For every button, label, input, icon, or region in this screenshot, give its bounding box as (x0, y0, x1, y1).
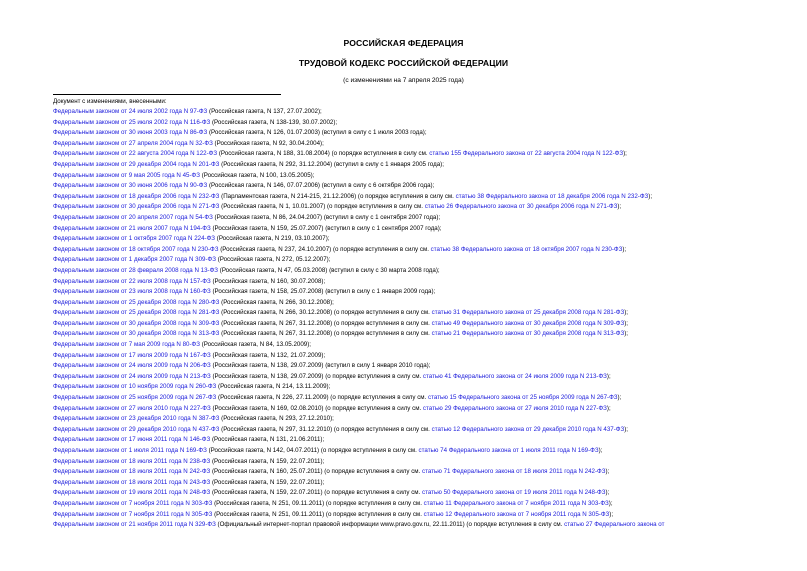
amendment-publication-info: (Российская газета, N 266, 30.12.2008) (о порядке вступления в силу см. (219, 309, 432, 317)
amendment-effective-article-link[interactable]: статью 41 Федерального закона от 24 июля 2009 года N 213-ФЗ (422, 372, 607, 380)
amendment-law-link[interactable]: Федеральным законом от 19 июля 2011 года N 248-ФЗ (53, 489, 211, 497)
amendment-law-link[interactable]: Федеральным законом от 7 ноября 2011 года N 305-ФЗ (53, 510, 213, 518)
amendment-closing-punctuation: ); (623, 150, 627, 158)
amendment-publication-info: (Российская газета, N 293, 27.12.2010); (219, 415, 334, 423)
amendment-publication-info: (Российская газета, N 137, 27.07.2002); (207, 108, 322, 115)
amendment-publication-info: (Российская газета, N 86, 24.04.2007) (вступил в силу с 1 сентября 2007 года); (212, 213, 441, 221)
amendment-item (53, 520, 803, 531)
amendment-item (53, 149, 803, 160)
amendment-item (53, 329, 803, 340)
amendment-publication-info: (Российская газета, N 159, 22.07.2011); (210, 457, 325, 465)
amendment-publication-info: (Официальный интернет-портал правовой информации www.pravo.gov.ru, 22.11.2011) (о порядке вступления в силу см. (215, 521, 565, 529)
amendment-law-link[interactable]: Федеральным законом от 1 октября 2007 года N 224-ФЗ (53, 235, 216, 243)
amendment-publication-info: (Российская газета, N 251, 09.11.2011) (о порядке вступления в силу см. (212, 499, 424, 507)
amendment-item (53, 510, 803, 521)
amendment-item (53, 457, 803, 468)
amendment-item (53, 478, 803, 489)
amendment-item (53, 393, 803, 404)
amendment-effective-article-link[interactable]: статью 71 Федерального закона от 18 июля 2011 года N 242-ФЗ (421, 468, 606, 476)
amendment-law-link[interactable]: Федеральным законом от 1 декабря 2007 года N 309-ФЗ (53, 256, 216, 264)
amendment-item (53, 245, 803, 256)
amendment-law-link[interactable]: Федеральным законом от 23 июля 2008 года N 160-ФЗ (53, 288, 211, 296)
document-title: ТРУДОВОЙ КОДЕКС РОССИЙСКОЙ ФЕДЕРАЦИИ (298, 58, 509, 68)
amendment-item (53, 234, 803, 245)
amendment-law-link[interactable]: Федеральным законом от 24 июля 2002 года N 97-ФЗ (53, 108, 208, 115)
amendment-law-link[interactable]: Федеральным законом от 17 июля 2009 года N 167-ФЗ (53, 351, 211, 359)
amendment-law-link[interactable]: Федеральным законом от 27 июля 2010 года N 227-ФЗ (53, 404, 211, 412)
amendment-publication-info: (Российская газета, N 1, 10.01.2007) (о порядке вступления в силу см. (219, 203, 425, 211)
amendment-law-link[interactable]: Федеральным законом от 7 ноября 2011 года N 303-ФЗ (53, 499, 213, 507)
amendment-item (53, 192, 803, 203)
amendment-item (53, 361, 803, 372)
amendment-effective-article-link[interactable]: статью 38 Федерального закона от 18 октября 2007 года N 230-ФЗ (430, 245, 623, 253)
amendment-law-link[interactable]: Федеральным законом от 18 декабря 2006 года N 232-ФЗ (53, 192, 220, 200)
amendment-effective-article-link[interactable]: статью 49 Федерального закона от 30 декабря 2008 года N 309-ФЗ (431, 319, 625, 327)
amendment-closing-punctuation: ); (624, 319, 629, 327)
amendment-closing-punctuation: ); (624, 330, 629, 338)
amendment-publication-info: (Российская газета, N 159, 22.07.2011); (210, 478, 325, 486)
amendment-law-link[interactable]: Федеральным законом от 30 декабря 2008 года N 313-ФЗ (53, 330, 220, 338)
document-country-heading: РОССИЙСКАЯ ФЕДЕРАЦИЯ (343, 38, 464, 48)
amendment-publication-info: (Российская газета, N 146, 07.07.2006) (вступил в силу с 6 октября 2006 года); (207, 182, 435, 190)
amendment-closing-punctuation: ); (617, 394, 622, 402)
amendment-law-link[interactable]: Федеральным законом от 29 декабря 2010 года N 437-ФЗ (53, 425, 220, 433)
amendment-law-link[interactable]: Федеральным законом от 18 июля 2011 года N 238-ФЗ (53, 457, 211, 465)
amendment-closing-punctuation: ); (608, 499, 613, 507)
amendment-law-link[interactable]: Федеральным законом от 25 декабря 2008 года N 280-ФЗ (53, 298, 220, 306)
amendment-law-link[interactable]: Федеральным законом от 10 ноября 2009 года N 260-ФЗ (53, 383, 217, 391)
amendment-publication-info: (Российская газета, N 47, 05.03.2008) (вступил в силу с 30 марта 2008 года); (218, 266, 440, 274)
amendment-item (53, 139, 803, 150)
amendment-item (53, 382, 803, 393)
amendment-law-link[interactable]: Федеральным законом от 17 июня 2011 года N 146-ФЗ (53, 436, 211, 444)
amendment-closing-punctuation: ); (605, 489, 610, 497)
amendment-publication-info: (Российская газета, N 160, 25.07.2011) (о порядке вступления в силу см. (210, 468, 422, 476)
amendments-list (53, 107, 803, 531)
amendment-item (53, 308, 803, 319)
amendment-effective-article-link[interactable]: статью 26 Федерального закона от 30 декабря 2006 года N 271-ФЗ (424, 203, 618, 211)
amendment-closing-punctuation: ); (598, 447, 603, 454)
amendment-effective-article-link[interactable]: статью 155 Федерального закона от 22 августа 2004 года N 122-ФЗ (429, 150, 624, 158)
amendment-item (53, 171, 803, 182)
amendment-publication-info: (Российская газета, N 251, 09.11.2011) (о порядке вступления в силу см. (212, 510, 424, 518)
amendment-publication-info: (Российская газета, N 126, 01.07.2003) (вступил в силу с 1 июля 2003 года); (207, 129, 427, 137)
amendment-law-link[interactable]: Федеральным законом от 27 апреля 2004 года N 32-ФЗ (53, 139, 213, 147)
amendment-publication-info: (Российская газета, N 297, 31.12.2010) (о порядке вступления в силу см. (219, 425, 432, 433)
amendment-publication-info: (Российская газета, N 159, 25.07.2007) (вступил в силу с 1 сентября 2007 года); (210, 224, 442, 232)
amendment-law-link[interactable]: Федеральным законом от 25 июля 2002 года N 116-ФЗ (53, 118, 211, 126)
amendment-law-link[interactable]: Федеральным законом от 30 декабря 2006 года N 271-ФЗ (53, 203, 220, 211)
amendment-law-link[interactable]: Федеральным законом от 23 декабря 2010 года N 387-ФЗ (53, 415, 220, 423)
amendment-effective-article-link[interactable]: статью 50 Федерального закона от 19 июля 2011 года N 248-ФЗ (421, 489, 606, 497)
amendment-law-link[interactable]: Федеральным законом от 25 декабря 2008 года N 281-ФЗ (53, 309, 220, 317)
amendment-law-link[interactable]: Федеральным законом от 18 июля 2011 года N 242-ФЗ (53, 468, 211, 476)
amendment-closing-punctuation: ); (605, 468, 610, 476)
amendment-closing-punctuation: ); (624, 425, 629, 433)
amendment-publication-info: (Российская газета, N 267, 31.12.2008) (о порядке вступления в силу см. (219, 330, 432, 338)
amendment-law-link[interactable]: Федеральным законом от 30 декабря 2008 года N 309-ФЗ (53, 319, 220, 327)
amendment-publication-info: (Парламентская газета, N 214-215, 21.12.2006) (о порядке вступления в силу см. (219, 192, 456, 200)
amendment-law-link[interactable]: Федеральным законом от 28 февраля 2008 года N 13-ФЗ (53, 266, 219, 274)
amendment-item (53, 425, 803, 436)
amendment-item (53, 213, 803, 224)
amendment-publication-info: (Российская газета, N 138, 29.07.2009) (вступил в силу 1 января 2010 года); (210, 362, 431, 370)
amendment-item (53, 118, 803, 129)
amendment-effective-article-link[interactable]: статью 15 Федерального закона от 25 ноября 2009 года N 267-ФЗ (428, 394, 618, 402)
amendment-publication-info: (Российская газета, N 138, 29.07.2009) (о порядке вступления в силу см. (210, 372, 423, 380)
amendment-publication-info: (Российская газета, N 142, 04.07.2011) (о порядке вступления в силу см. (206, 447, 419, 454)
amendment-item (53, 351, 803, 362)
amendment-effective-article-link[interactable]: статью 27 Федерального закона от (564, 521, 665, 529)
amendment-publication-info: (Российская газета, N 132, 21.07.2009); (210, 351, 326, 359)
amendment-item (53, 414, 803, 425)
amendment-publication-info: (Российская газета, N 84, 13.05.2009); (199, 341, 312, 349)
amendment-publication-info: (Российская газета, N 100, 13.05.2005); (199, 171, 315, 179)
amendment-law-link[interactable]: Федеральным законом от 18 октября 2007 года N 230-ФЗ (53, 245, 219, 253)
amendment-law-link[interactable]: Федеральным законом от 9 мая 2005 года N 45-ФЗ (53, 171, 200, 179)
amendment-item (53, 287, 803, 298)
amendment-item (53, 446, 803, 457)
amendment-closing-punctuation: ); (609, 510, 614, 518)
amendment-item (53, 255, 803, 266)
amendment-item (53, 404, 803, 415)
amendment-item (53, 319, 803, 330)
amendment-law-link[interactable]: Федеральным законом от 22 августа 2004 года N 122-ФЗ (53, 150, 218, 158)
amendment-effective-article-link[interactable]: статью 12 Федерального закона от 29 декабря 2010 года N 437-ФЗ (431, 425, 625, 433)
amendment-closing-punctuation: ); (606, 372, 611, 380)
amendment-law-link[interactable]: Федеральным законом от 29 декабря 2004 года N 201-ФЗ (53, 160, 220, 168)
amendment-publication-info: (Российская газета, N 138-139, 30.07.2002); (210, 118, 338, 126)
amendment-law-link[interactable]: Федеральным законом от 24 июля 2009 года N 206-ФЗ (53, 362, 211, 370)
header-divider (53, 94, 281, 95)
amendment-publication-info: (Российская газета, N 226, 27.11.2009) (о порядке вступления в силу см. (216, 394, 428, 402)
amendment-item (53, 467, 803, 478)
amendment-closing-punctuation: ); (648, 192, 653, 200)
amendment-effective-article-link[interactable]: статью 29 Федерального закона от 27 июля 2010 года N 227-ФЗ (422, 404, 607, 412)
amendment-effective-article-link[interactable]: статью 74 Федерального закона от 1 июля 2011 года N 169-ФЗ (418, 447, 599, 454)
amendment-law-link[interactable]: Федеральным законом от 21 июля 2007 года N 194-ФЗ (53, 224, 211, 232)
amendment-publication-info: (Российская газета, N 131, 21.06.2011); (210, 436, 325, 444)
amendment-item (53, 435, 803, 446)
amendment-item (53, 499, 803, 510)
amendment-item (53, 160, 803, 171)
amendment-law-link[interactable]: Федеральным законом от 1 июля 2011 года N 169-ФЗ (53, 447, 207, 454)
amendment-law-link[interactable]: Федеральным законом от 21 ноября 2011 года N 329-ФЗ (53, 521, 216, 529)
amendment-closing-punctuation: ); (617, 203, 622, 211)
amendment-item (53, 181, 803, 192)
amendment-effective-article-link[interactable]: статью 11 Федерального закона от 7 ноября 2011 года N 303-ФЗ (423, 499, 609, 507)
amendment-item (53, 128, 803, 139)
amendment-publication-info: (Российская газета, N 237, 24.10.2007) (о порядке вступления в силу см. (218, 245, 431, 253)
amendment-law-link[interactable]: Федеральным законом от 24 июля 2009 года N 213-ФЗ (53, 372, 211, 380)
amendment-publication-info: (Российская газета, N 267, 31.12.2008) (о порядке вступления в силу см. (219, 319, 432, 327)
amendment-law-link[interactable]: Федеральным законом от 22 июля 2008 года N 157-ФЗ (53, 277, 211, 285)
amendment-publication-info: (Российская газета, N 214, 13.11.2009); (216, 383, 331, 391)
amendment-item (53, 298, 803, 309)
amendment-publication-info: (Российская газета, N 188, 31.08.2004) (о порядке вступления в силу см. (217, 150, 430, 158)
amendment-law-link[interactable]: Федеральным законом от 30 июня 2006 года N 90-ФЗ (53, 182, 208, 190)
amendments-intro: Документ с изменениями, внесенными: (53, 98, 167, 105)
amendment-item (53, 372, 803, 383)
amendment-item (53, 202, 803, 213)
amendment-item (53, 488, 803, 499)
amendment-law-link[interactable]: Федеральным законом от 30 июня 2003 года N 86-ФЗ (53, 129, 208, 137)
amendment-item (53, 107, 803, 118)
amendment-effective-article-link[interactable]: статью 12 Федерального закона от 7 ноября 2011 года N 305-ФЗ (423, 510, 610, 518)
amendment-effective-article-link[interactable]: статью 31 Федерального закона от 25 декабря 2008 года N 281-ФЗ (431, 309, 625, 317)
amendment-effective-article-link[interactable]: статью 38 Федерального закона от 18 декабря 2006 года N 232-ФЗ (455, 192, 649, 200)
amendment-law-link[interactable]: Федеральным законом от 7 мая 2009 года N 80-ФЗ (53, 341, 200, 349)
amendment-item (53, 266, 803, 277)
amendment-law-link[interactable]: Федеральным законом от 20 апреля 2007 года N 54-ФЗ (53, 213, 213, 221)
amendment-publication-info: (Российская газета, N 292, 31.12.2004) (вступил в силу с 1 января 2005 года); (219, 160, 444, 168)
amendment-law-link[interactable]: Федеральным законом от 18 июля 2011 года N 243-ФЗ (53, 478, 211, 486)
amendment-closing-punctuation: ); (624, 309, 629, 317)
amendment-law-link[interactable]: Федеральным законом от 25 ноября 2009 года N 267-ФЗ (53, 394, 217, 402)
amendment-publication-info: (Российская газета, N 219, 03.10.2007); (215, 235, 330, 243)
amendment-closing-punctuation: ); (622, 245, 627, 253)
amendment-item (53, 340, 803, 351)
amendment-publication-info: (Российская газета, N 169, 02.08.2010) (о порядке вступления в силу см. (210, 404, 423, 412)
amendment-publication-info: (Российская газета, N 159, 22.07.2011) (о порядке вступления в силу см. (210, 489, 422, 497)
amendment-item (53, 277, 803, 288)
amendment-publication-info: (Российская газета, N 158, 25.07.2008) (вступил в силу с 1 января 2009 года); (210, 288, 436, 296)
amendment-effective-article-link[interactable]: статью 21 Федерального закона от 30 декабря 2008 года N 313-ФЗ (431, 330, 625, 338)
document-revision-note: (с изменениями на 7 апреля 2025 года) (343, 77, 464, 84)
amendment-closing-punctuation: ); (606, 404, 611, 412)
amendment-publication-info: (Российская газета, N 92, 30.04.2004); (212, 139, 324, 147)
amendment-publication-info: (Российская газета, N 160, 30.07.2008); (210, 277, 326, 285)
amendment-publication-info: (Российская газета, N 266, 30.12.2008); (219, 298, 334, 306)
amendment-publication-info: (Российская газета, N 272, 05.12.2007); (215, 256, 331, 264)
amendment-item (53, 224, 803, 235)
